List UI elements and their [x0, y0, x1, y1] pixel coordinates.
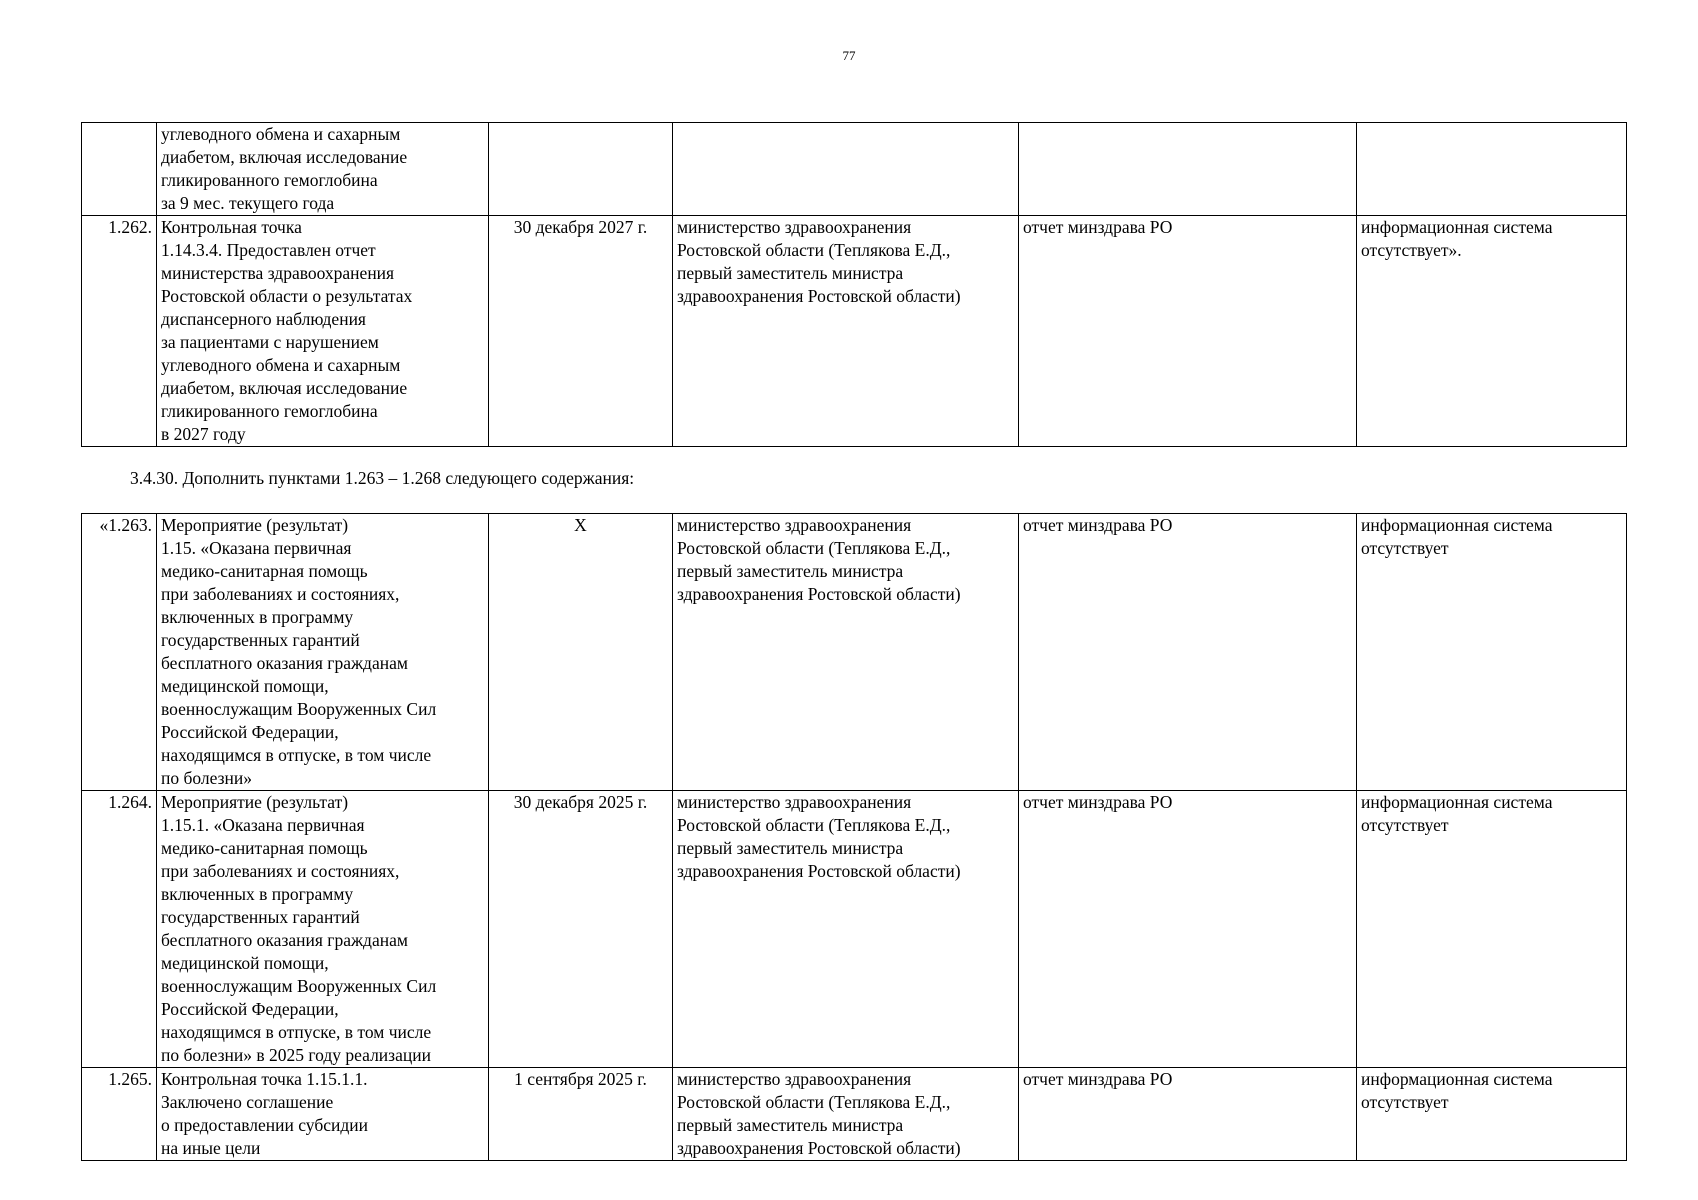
document-type-cell: отчет минздрава РО — [1019, 1068, 1357, 1161]
table-row — [82, 1068, 1627, 1161]
document-type-cell: отчет минздрава РО — [1019, 514, 1357, 791]
table-row — [82, 216, 1627, 447]
information-system-cell: информационная система отсутствует — [1357, 791, 1627, 1068]
responsible-cell: министерство здравоохранения Ростовской области (Теплякова Е.Д., первый заместитель министра здравоохранения Ростовской области) — [673, 514, 1019, 791]
event-name-cell: Контрольная точка 1.14.3.4. Предоставлен отчет министерства здравоохранения Ростовской области о результатах диспансерного наблюдения за пациентами с нарушением углеводного обмена и сахарным диабетом, включая исследование гликированного гемоглобина в 2027 году — [157, 216, 489, 447]
deadline-cell: 30 декабря 2025 г. — [489, 791, 673, 1068]
event-name-cell: Мероприятие (результат) 1.15.1. «Оказана первичная медико-санитарная помощь при заболеваниях и состояниях, включенных в программу государственных гарантий бесплатного оказания гражданам медицинской помощи, военнослужащим Вооруженных Сил Российской Федерации, находящимся в отпуске, в том числе по болезни» в 2025 году реализации — [157, 791, 489, 1068]
deadline-cell: 30 декабря 2027 г. — [489, 216, 673, 447]
row-number-cell: 1.262. — [82, 216, 157, 447]
responsible-cell — [673, 123, 1019, 216]
table-row — [82, 791, 1627, 1068]
event-name-cell: Контрольная точка 1.15.1.1. Заключено соглашение о предоставлении субсидии на иные цели — [157, 1068, 489, 1161]
document-type-cell: отчет минздрава РО — [1019, 791, 1357, 1068]
event-name-cell: углеводного обмена и сахарным диабетом, включая исследование гликированного гемоглобина за 9 мес. текущего года — [157, 123, 489, 216]
plan-table-additions — [81, 513, 1627, 1161]
table-row — [82, 123, 1627, 216]
responsible-cell: министерство здравоохранения Ростовской области (Теплякова Е.Д., первый заместитель министра здравоохранения Ростовской области) — [673, 216, 1019, 447]
table-row — [82, 514, 1627, 791]
information-system-cell: информационная система отсутствует». — [1357, 216, 1627, 447]
information-system-cell: информационная система отсутствует — [1357, 1068, 1627, 1161]
page-number: 77 — [842, 48, 856, 63]
row-number-cell: 1.264. — [82, 791, 157, 1068]
row-number-cell: «1.263. — [82, 514, 157, 791]
information-system-cell — [1357, 123, 1627, 216]
document-type-cell — [1019, 123, 1357, 216]
deadline-cell: 1 сентября 2025 г. — [489, 1068, 673, 1161]
plan-table-continued — [81, 122, 1627, 447]
responsible-cell: министерство здравоохранения Ростовской области (Теплякова Е.Д., первый заместитель министра здравоохранения Ростовской области) — [673, 1068, 1019, 1161]
responsible-cell: министерство здравоохранения Ростовской области (Теплякова Е.Д., первый заместитель министра здравоохранения Ростовской области) — [673, 791, 1019, 1068]
document-type-cell: отчет минздрава РО — [1019, 216, 1357, 447]
information-system-cell: информационная система отсутствует — [1357, 514, 1627, 791]
deadline-cell: Х — [489, 514, 673, 791]
row-number-cell: 1.265. — [82, 1068, 157, 1161]
deadline-cell — [489, 123, 673, 216]
amendment-paragraph: 3.4.30. Дополнить пунктами 1.263 – 1.268 следующего содержания: — [130, 468, 635, 488]
event-name-cell: Мероприятие (результат) 1.15. «Оказана первичная медико-санитарная помощь при заболеваниях и состояниях, включенных в программу государственных гарантий бесплатного оказания гражданам медицинской помощи, военнослужащим Вооруженных Сил Российской Федерации, находящимся в отпуске, в том числе по болезни» — [157, 514, 489, 791]
row-number-cell — [82, 123, 157, 216]
